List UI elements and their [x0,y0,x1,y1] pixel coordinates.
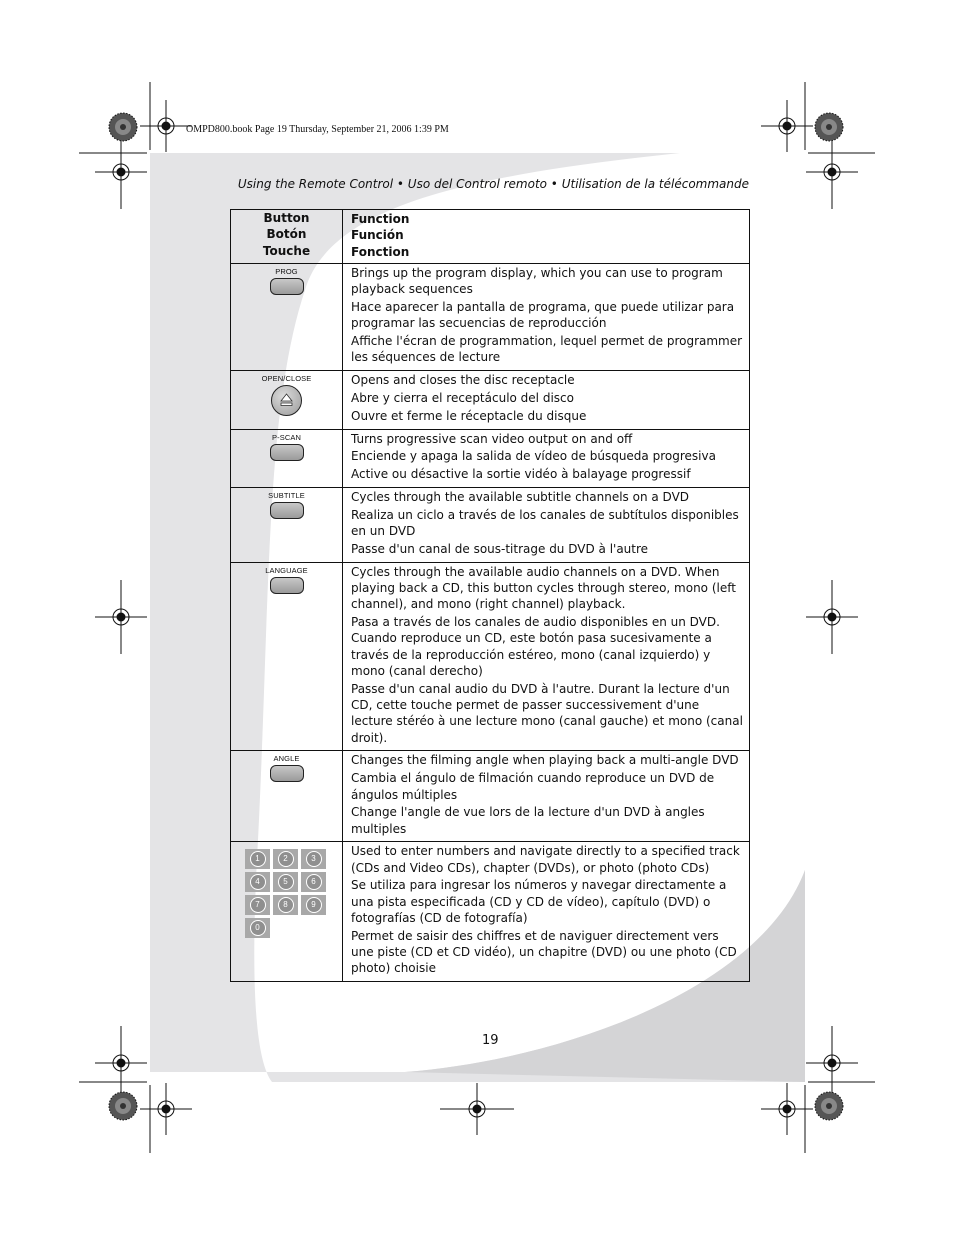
function-text-en: Used to enter numbers and navigate directly to a specified track (CDs and Video CDs), chapter (DVDs), or photo (photo CDs) [351,844,740,875]
header-button-cell [231,210,343,264]
button-cell-language [231,562,343,751]
function-text-en: Turns progressive scan video output on and off [351,431,633,446]
remote-buttons-table [230,209,750,982]
key-5-label: 5 [278,874,294,890]
p-scan-button-icon [270,444,304,461]
function-text-es: Enciende y apaga la salida de vídeo de búsqueda progresiva [351,449,716,464]
key-7 [245,895,270,915]
table-row [231,562,750,751]
key-0-label: 0 [250,920,266,936]
function-text-en: Cycles through the available audio channels on a DVD. When playing back a CD, this button cycles through stereo, mono (left channel), and mono (right channel) playback. [351,564,736,612]
key-9-label: 9 [306,897,322,913]
key-0 [245,918,270,938]
eject-button-icon [271,385,302,416]
button-cell-angle [231,751,343,842]
function-text-fr: Permet de saisir des chiffres et de naviguer directement vers une piste (CD et CD vidéo), un chapitre (DVD) ou une photo (CD photo) choisie [351,928,737,976]
eject-icon [279,393,294,408]
function-text-en: Cycles through the available subtitle channels on a DVD [351,489,690,504]
table-row [231,371,750,429]
function-text-en: Brings up the program display, which you can use to program playback sequences [351,265,723,297]
button-cell-prog [231,263,343,370]
print-slug: OMPD800.book Page 19 Thursday, September 21, 2006 1:39 PM [186,124,449,135]
key-4 [245,872,270,892]
table-header-row [231,210,750,264]
function-cell [343,842,750,982]
button-cell-p-scan [231,429,343,487]
key-3-label: 3 [306,851,322,867]
key-5 [273,872,298,892]
header-function-cell [343,210,750,264]
numeric-keypad [245,849,342,938]
table-row [231,429,750,487]
header-button-fr: Touche [262,243,311,258]
table-row [231,487,750,562]
button-cell-numeric-keypad [231,842,343,982]
function-text-fr: Change l'angle de vue lors de la lecture d'un DVD à angles multiples [351,805,705,836]
key-1 [245,849,270,869]
button-label-language: LANGUAGE [265,565,308,575]
function-text-fr: Passe d'un canal de sous-titrage du DVD à l'autre [351,541,649,556]
key-8 [273,895,298,915]
key-6 [301,872,326,892]
function-cell [343,371,750,429]
language-button-icon [270,577,304,594]
key-7-label: 7 [250,897,266,913]
key-2 [273,849,298,869]
function-text-fr: Affiche l'écran de programmation, lequel permet de programmer les séquences de lecture [351,334,743,365]
table-row [231,842,750,982]
header-button-es: Botón [266,227,307,242]
running-header: Using the Remote Control • Uso del Control remoto • Utilisation de la télécommande [237,177,749,191]
key-3 [301,849,326,869]
table-row [231,263,750,370]
button-label-open-close: OPEN/CLOSE [261,374,312,384]
key-8-label: 8 [278,897,294,913]
button-cell-subtitle [231,487,343,562]
button-label-subtitle: SUBTITLE [268,490,305,500]
function-text-es: Realiza un ciclo a través de los canales de subtítulos disponibles en un DVD [351,507,739,539]
header-function-es: Función [351,228,404,243]
button-cell-open-close [231,371,343,429]
table-row [231,751,750,842]
function-text-es: Abre y cierra el receptáculo del disco [351,390,574,405]
page-number: 19 [482,1033,499,1048]
function-text-es: Pasa a través de los canales de audio disponibles en un DVD. Cuando reproduce un CD, este botón pasa sucesivamente a través de la reproducción estéreo, mono (canal izquierdo) y mono (canal derecho) [351,615,720,678]
angle-button-icon [270,765,304,782]
function-text-fr: Active ou désactive la sortie vidéo à balayage progressif [351,467,691,482]
header-function-en: Function [351,212,410,226]
key-6-label: 6 [306,874,322,890]
header-function-fr: Fonction [351,244,410,259]
key-1-label: 1 [250,851,266,867]
function-text-en: Changes the filming angle when playing back a multi-angle DVD [351,753,739,768]
function-text-en: Opens and closes the disc receptacle [351,373,575,388]
key-9 [301,895,326,915]
function-cell [343,751,750,842]
key-2-label: 2 [278,851,294,867]
function-text-fr: Passe d'un canal audio du DVD à l'autre. Durant la lecture d'un CD, cette touche permet de passer successivement d'une lecture stéréo à une lecture mono (canal gauche) et mono (canal droit). [351,681,743,745]
header-button-en: Button [263,211,310,225]
subtitle-button-icon [270,502,304,519]
function-cell [343,487,750,562]
button-label-prog: PROG [275,266,298,276]
button-label-p-scan: P-SCAN [272,432,301,442]
function-cell [343,429,750,487]
function-cell [343,263,750,370]
prog-button-icon [270,278,304,295]
function-cell [343,562,750,751]
function-text-es: Se utiliza para ingresar los números y navegar directamente a una pista especificada (CD y CD de vídeo), capítulo (DVD) o fotografías (CD de fotografía) [351,878,727,926]
function-text-fr: Ouvre et ferme le réceptacle du disque [351,408,587,423]
function-text-es: Hace aparecer la pantalla de programa, que puede utilizar para programar las secuencias de reproducción [351,299,735,331]
button-label-angle: ANGLE [273,754,300,764]
function-text-es: Cambia el ángulo de filmación cuando reproduce un DVD de ángulos múltiples [351,771,715,802]
key-4-label: 4 [250,874,266,890]
